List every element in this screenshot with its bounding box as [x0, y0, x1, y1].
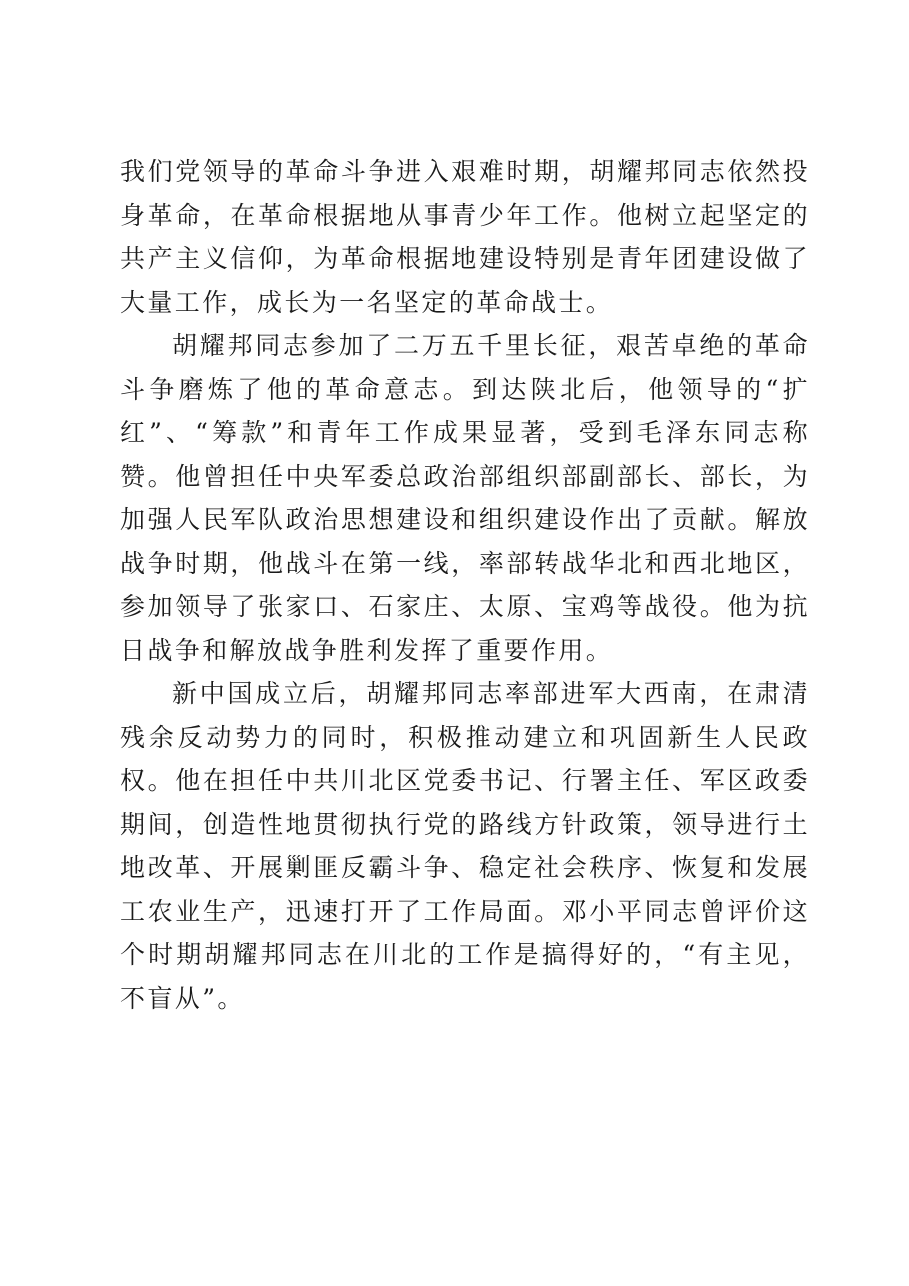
document-body — [120, 150, 810, 1020]
paragraph-2: 胡耀邦同志参加了二万五千里长征，艰苦卓绝的革命斗争磨炼了他的革命意志。到达陕北后，他领导的“扩红”、“筹款”和青年工作成果显著，受到毛泽东同志称赞。他曾担任中央军委总政治部组织部副部长、部长，为加强人民军队政治思想建设和组织建设作出了贡献。解放战争时期，他战斗在第一线，率部转战华北和西北地区，参加领导了张家口、石家庄、太原、宝鸡等战役。他为抗日战争和解放战争胜利发挥了重要作用。 — [120, 331, 810, 665]
paragraph-3: 新中国成立后，胡耀邦同志率部进军大西南，在肃清残余反动势力的同时，积极推动建立和巩固新生人民政权。他在担任中共川北区党委书记、行署主任、军区政委期间，创造性地贯彻执行党的路线方针政策，领导进行土地改革、开展剿匪反霸斗争、稳定社会秩序、恢复和发展工农业生产，迅速打开了工作局面。邓小平同志曾评价这个时期胡耀邦同志在川北的工作是搞得好的，“有主见，不盲从”。 — [120, 679, 810, 1013]
paragraph-1: 我们党领导的革命斗争进入艰难时期，胡耀邦同志依然投身革命，在革命根据地从事青少年工作。他树立起坚定的共产主义信仰，为革命根据地建设特别是青年团建设做了大量工作，成长为一名坚定的革命战士。 — [120, 157, 810, 317]
